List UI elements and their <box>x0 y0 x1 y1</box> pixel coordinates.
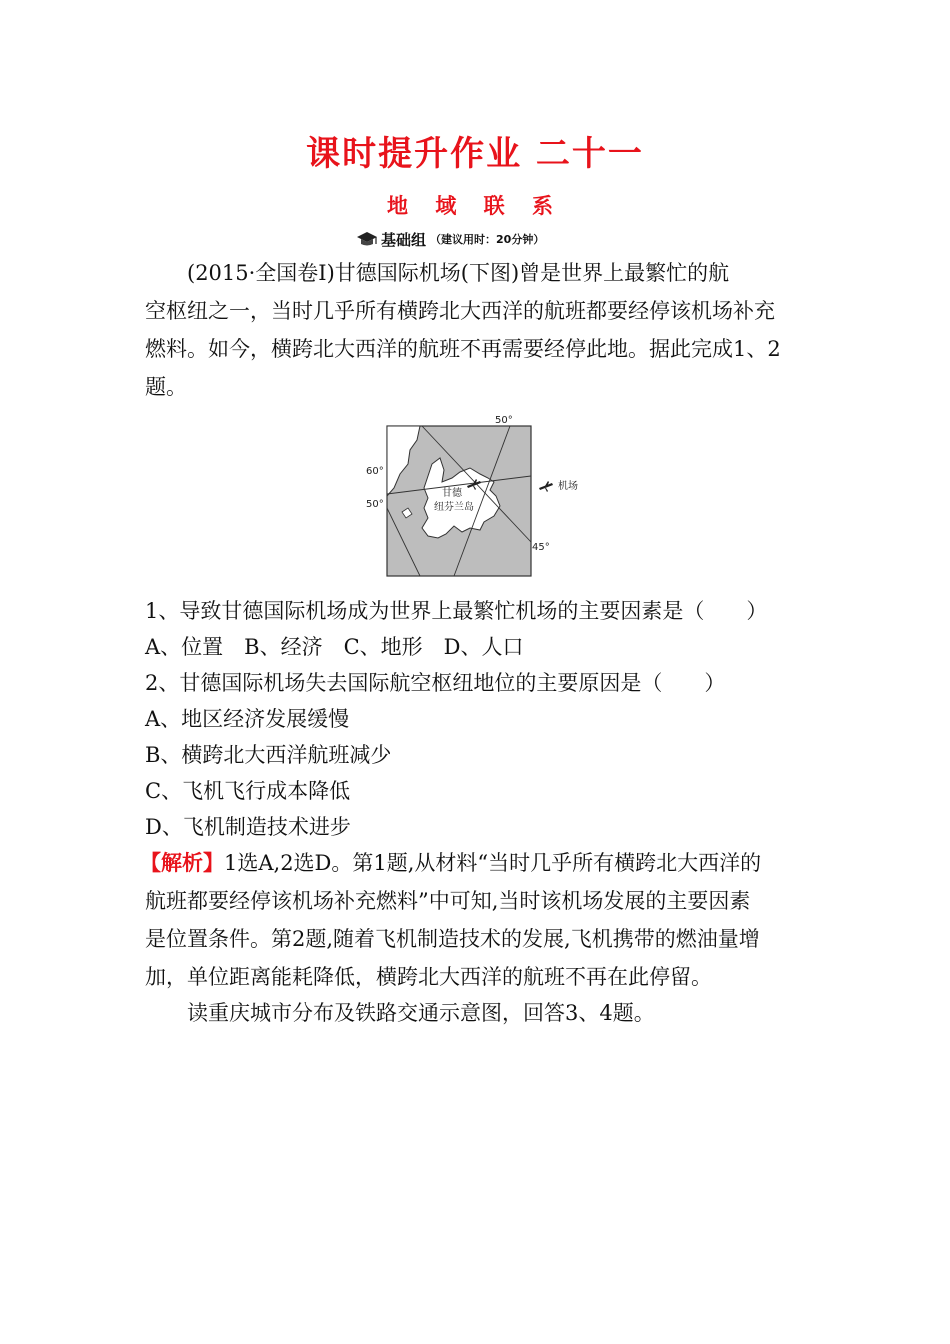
label-lat-45: 45° <box>532 542 550 553</box>
label-island: 纽芬兰岛 <box>434 502 474 513</box>
intro-line-1: (2015·全国卷Ⅰ)甘德国际机场(下图)曾是世界上最繁忙的航 <box>187 261 730 285</box>
label-gander: 甘德 <box>442 488 462 499</box>
intro-line-2: 空枢纽之一，当时几乎所有横跨北大西洋的航班都要经停该机场补充 <box>145 299 775 323</box>
label-lat-50: 50° <box>366 499 384 510</box>
question-2-option-d: D、飞机制造技术进步 <box>145 815 351 839</box>
legend-airport-label: 机场 <box>558 481 578 492</box>
analysis-line-1 <box>140 848 761 878</box>
analysis-line-3: 是位置条件。第2题,随着飞机制造技术的发展,飞机携带的燃油量增 <box>145 927 760 951</box>
question-2-option-b: B、横跨北大西洋航班减少 <box>145 743 392 767</box>
legend-airport-icon <box>539 481 553 492</box>
question-1-options: A、位置 B、经济 C、地形 D、人口 <box>145 635 524 659</box>
intro-line-3: 燃料。如今，横跨北大西洋的航班不再需要经停此地。据此完成1、2 <box>145 337 781 361</box>
label-lat-60: 60° <box>366 466 384 477</box>
intro-line-4: 题。 <box>145 375 187 399</box>
question-2-option-a: A、地区经济发展缓慢 <box>145 707 350 731</box>
group-header <box>356 228 544 250</box>
newfoundland-map <box>362 412 602 582</box>
section-subtitle: 地 域 联 系 <box>387 194 563 218</box>
question-2-option-c: C、飞机飞行成本降低 <box>145 779 351 803</box>
label-lat-top: 50° <box>495 415 513 426</box>
graduation-cap-icon <box>356 231 378 247</box>
next-question-intro: 读重庆城市分布及铁路交通示意图，回答3、4题。 <box>187 1001 655 1025</box>
group-label: 基础组 <box>381 230 427 249</box>
question-1: 1、导致甘德国际机场成为世界上最繁忙机场的主要因素是（ ） <box>145 599 768 623</box>
analysis-line-2: 航班都要经停该机场补充燃料”中可知,当时该机场发展的主要因素 <box>145 889 751 913</box>
analysis-text-1: 1选A,2选D。第1题,从材料“当时几乎所有横跨北大西洋的 <box>224 851 762 875</box>
page-title: 课时提升作业 二十一 <box>306 134 644 174</box>
analysis-label: 【解析】 <box>140 850 224 875</box>
analysis-line-4: 加，单位距离能耗降低，横跨北大西洋的航班不再在此停留。 <box>145 965 712 989</box>
time-note: （建议用时：20分钟） <box>430 233 545 246</box>
question-2: 2、甘德国际机场失去国际航空枢纽地位的主要原因是（ ） <box>145 671 726 695</box>
